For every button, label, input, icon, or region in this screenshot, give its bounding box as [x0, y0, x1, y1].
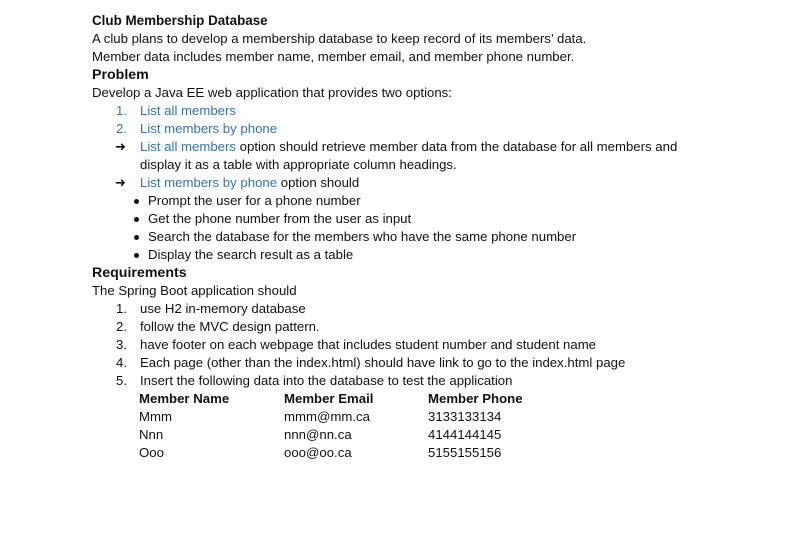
- option-number: 1.: [116, 103, 127, 118]
- requirements-heading: Requirements: [92, 265, 187, 281]
- cell-email: nnn@nn.ca: [284, 427, 352, 442]
- document: [92, 12, 782, 462]
- problem-heading: Problem: [92, 67, 149, 83]
- member-table: [139, 390, 558, 462]
- table-header-row: [139, 390, 558, 408]
- intro-line-1: A club plans to develop a membership database to keep record of its members’ data.: [92, 31, 587, 46]
- bullet-icon: [134, 217, 139, 222]
- cell-email: mmm@mm.ca: [284, 409, 370, 424]
- requirement-item: [92, 300, 782, 318]
- requirement-number: 1.: [116, 301, 127, 316]
- option-item-2: [92, 120, 782, 138]
- detail-text-list-all: option should retrieve member data from the database for all members and: [236, 139, 678, 154]
- table-row: [139, 444, 558, 462]
- cell-email: ooo@oo.ca: [284, 445, 352, 460]
- requirement-number: 3.: [116, 337, 127, 352]
- bullet-text: Prompt the user for a phone number: [148, 193, 361, 208]
- detail-item-list-all: [92, 138, 782, 156]
- cell-name: Mmm: [139, 409, 172, 424]
- detail-link-list-all: List all members: [140, 139, 237, 154]
- detail-item-by-phone: [92, 174, 782, 192]
- bullet-icon: [134, 199, 139, 204]
- header-member-name: Member Name: [139, 391, 230, 406]
- arrow-right-icon: ➜: [115, 139, 126, 154]
- problem-lead: Develop a Java EE web application that provides two options:: [92, 85, 452, 100]
- bullet-text: Get the phone number from the user as input: [148, 211, 412, 226]
- arrow-right-icon: ➜: [115, 175, 126, 190]
- cell-phone: 4144144145: [428, 427, 502, 442]
- option-item-1: [92, 102, 782, 120]
- bullet-icon: [134, 253, 139, 258]
- requirement-text: use H2 in-memory database: [140, 301, 306, 316]
- option-label-list-all: List all members: [140, 103, 237, 118]
- cell-name: Nnn: [139, 427, 164, 442]
- document-title: Club Membership Database: [92, 13, 268, 28]
- cell-phone: 5155155156: [428, 445, 502, 460]
- requirement-text: Each page (other than the index.html) should have link to go to the index.html page: [140, 355, 626, 370]
- requirement-item: [92, 336, 782, 354]
- header-member-phone: Member Phone: [428, 391, 523, 406]
- intro-line-2: Member data includes member name, member email, and member phone number.: [92, 49, 575, 64]
- detail-continuation: display it as a table with appropriate column headings.: [140, 157, 457, 172]
- bullet-item: [92, 246, 782, 264]
- requirement-text: Insert the following data into the database to test the application: [140, 373, 513, 388]
- requirements-lead: The Spring Boot application should: [92, 283, 297, 298]
- table-row: [139, 426, 558, 444]
- cell-name: Ooo: [139, 445, 164, 460]
- bullet-item: [92, 192, 782, 210]
- requirement-item: [92, 354, 782, 372]
- bullet-item: [92, 210, 782, 228]
- requirement-number: 2.: [116, 319, 127, 334]
- detail-text-by-phone: option should: [277, 175, 360, 190]
- bullet-icon: [134, 235, 139, 240]
- requirement-text: have footer on each webpage that includes student number and student name: [140, 337, 597, 352]
- detail-link-by-phone: List members by phone: [140, 175, 278, 190]
- bullet-text: Search the database for the members who have the same phone number: [148, 229, 577, 244]
- requirement-number: 4.: [116, 355, 127, 370]
- requirement-text: follow the MVC design pattern.: [140, 319, 320, 334]
- cell-phone: 3133133134: [428, 409, 502, 424]
- option-label-by-phone: List members by phone: [140, 121, 278, 136]
- bullet-text: Display the search result as a table: [148, 247, 354, 262]
- option-number: 2.: [116, 121, 127, 136]
- table-row: [139, 408, 558, 426]
- requirement-item: [92, 318, 782, 336]
- requirement-number: 5.: [116, 373, 127, 388]
- bullet-item: [92, 228, 782, 246]
- requirement-item: [92, 372, 782, 390]
- header-member-email: Member Email: [284, 391, 374, 406]
